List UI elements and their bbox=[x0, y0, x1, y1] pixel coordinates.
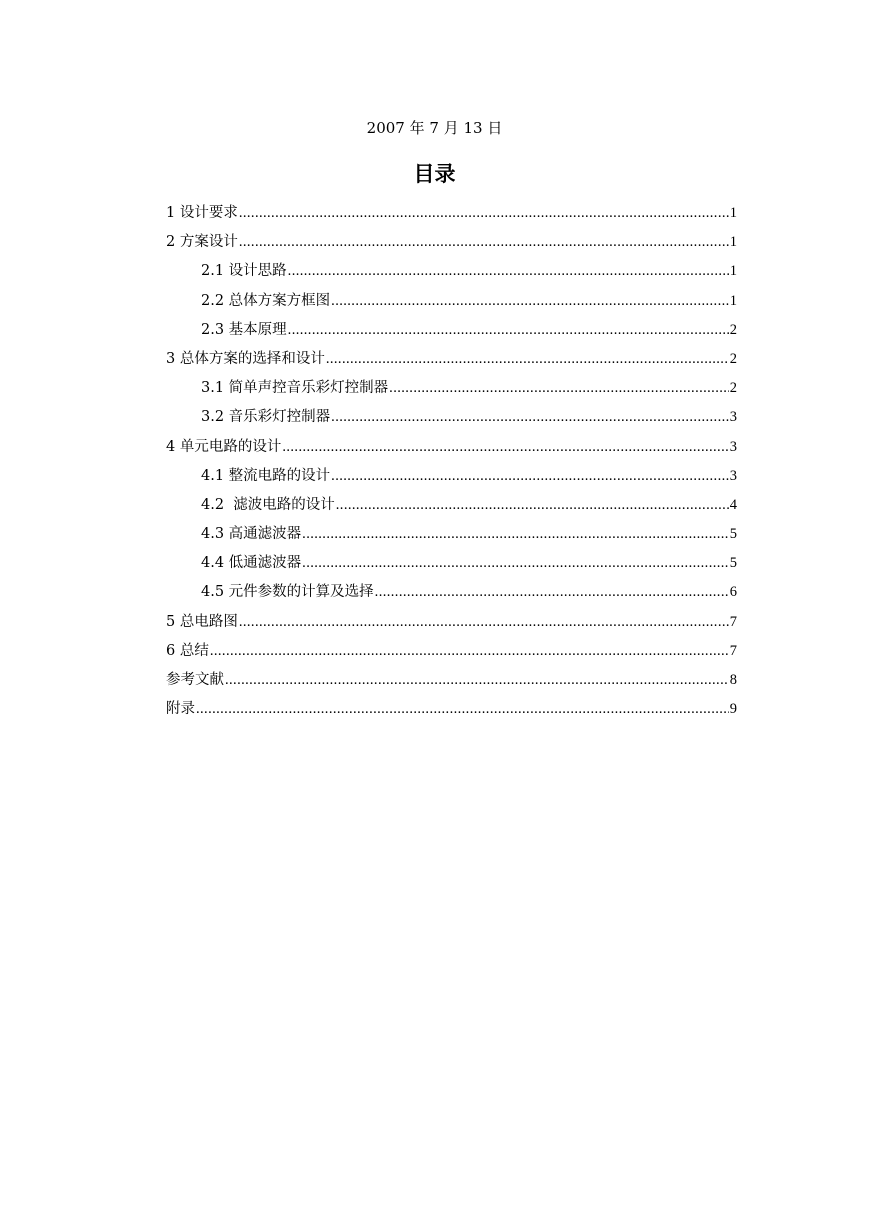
toc-entry-label: 4.4 低通滤波器 bbox=[201, 555, 302, 572]
toc-leader-dots bbox=[288, 257, 729, 286]
toc-leader-dots bbox=[196, 695, 729, 724]
toc-entry[interactable] bbox=[166, 608, 737, 637]
document-date: 2007 年 7 月 13 日 bbox=[366, 119, 503, 137]
toc-entry-page: 3 bbox=[729, 409, 737, 426]
toc-leader-dots bbox=[239, 608, 729, 637]
toc-entry[interactable] bbox=[166, 228, 737, 257]
toc-leader-dots bbox=[336, 491, 729, 520]
toc-entry-page: 8 bbox=[729, 672, 737, 688]
toc-entry-page: 3 bbox=[729, 438, 737, 455]
toc-subentry[interactable] bbox=[166, 287, 737, 316]
toc-entry-page: 7 bbox=[729, 642, 737, 659]
toc-title: 目录 bbox=[413, 162, 456, 186]
toc-entry-page: 2 bbox=[729, 321, 737, 338]
toc-leader-dots bbox=[239, 228, 729, 257]
toc-leader-dots bbox=[239, 199, 729, 228]
toc-entry-label: 附录 bbox=[166, 701, 195, 718]
toc-leader-dots bbox=[389, 374, 729, 403]
toc-entry-label: 2 方案设计 bbox=[166, 234, 238, 251]
toc-entry[interactable] bbox=[166, 199, 737, 228]
toc-entry-page: 2 bbox=[729, 380, 737, 397]
toc-leader-dots bbox=[225, 666, 729, 695]
toc-entry-page: 2 bbox=[729, 350, 737, 367]
table-of-contents bbox=[166, 199, 737, 724]
toc-leader-dots bbox=[326, 345, 729, 374]
toc-leader-dots bbox=[210, 637, 729, 666]
toc-leader-dots bbox=[288, 316, 729, 345]
toc-entry[interactable] bbox=[166, 666, 737, 695]
toc-subentry[interactable] bbox=[166, 403, 737, 432]
toc-entry-page: 1 bbox=[729, 205, 737, 221]
toc-subentry[interactable] bbox=[166, 257, 737, 286]
toc-entry-label: 4.1 整流电路的设计 bbox=[201, 467, 331, 484]
toc-entry-page: 9 bbox=[729, 701, 737, 718]
toc-leader-dots bbox=[302, 520, 729, 549]
toc-subentry[interactable] bbox=[166, 520, 737, 549]
toc-subentry[interactable] bbox=[166, 316, 737, 345]
toc-leader-dots bbox=[375, 578, 729, 607]
toc-subentry[interactable] bbox=[166, 374, 737, 403]
toc-leader-dots bbox=[331, 403, 729, 432]
toc-entry-page: 1 bbox=[729, 263, 737, 280]
toc-entry-label: 6 总结 bbox=[166, 642, 209, 659]
toc-entry-label: 参考文献 bbox=[166, 672, 224, 688]
toc-entry-page: 5 bbox=[729, 555, 737, 572]
toc-entry[interactable] bbox=[166, 345, 737, 374]
toc-subentry[interactable] bbox=[166, 491, 737, 520]
toc-entry-label: 4.2 滤波电路的设计 bbox=[201, 496, 335, 513]
toc-entry-page: 1 bbox=[729, 234, 737, 251]
toc-entry-label: 2.3 基本原理 bbox=[201, 321, 287, 338]
toc-subentry[interactable] bbox=[166, 578, 737, 607]
toc-subentry[interactable] bbox=[166, 462, 737, 491]
toc-entry[interactable] bbox=[166, 637, 737, 666]
toc-entry-label: 4.5 元件参数的计算及选择 bbox=[201, 584, 374, 601]
toc-entry-page: 4 bbox=[729, 496, 737, 513]
toc-entry-label: 4.3 高通滤波器 bbox=[201, 526, 302, 543]
toc-entry-label: 2.1 设计思路 bbox=[201, 263, 287, 280]
toc-entry-page: 6 bbox=[729, 584, 737, 601]
toc-entry[interactable] bbox=[166, 433, 737, 462]
toc-entry[interactable] bbox=[166, 695, 737, 724]
toc-entry-label: 2.2 总体方案方框图 bbox=[201, 292, 331, 309]
toc-leader-dots bbox=[331, 287, 729, 316]
toc-entry-label: 3.2 音乐彩灯控制器 bbox=[201, 409, 331, 426]
toc-entry-label: 1 设计要求 bbox=[166, 205, 238, 221]
toc-subentry[interactable] bbox=[166, 549, 737, 578]
toc-entry-page: 7 bbox=[729, 613, 737, 630]
toc-leader-dots bbox=[331, 462, 729, 491]
toc-entry-label: 4 单元电路的设计 bbox=[166, 438, 282, 455]
toc-leader-dots bbox=[302, 549, 729, 578]
toc-entry-page: 1 bbox=[729, 292, 737, 309]
toc-entry-label: 5 总电路图 bbox=[166, 613, 238, 630]
toc-entry-label: 3 总体方案的选择和设计 bbox=[166, 350, 325, 367]
toc-entry-page: 3 bbox=[729, 467, 737, 484]
toc-entry-page: 5 bbox=[729, 526, 737, 543]
toc-leader-dots bbox=[282, 433, 728, 462]
toc-entry-label: 3.1 简单声控音乐彩灯控制器 bbox=[201, 380, 389, 397]
